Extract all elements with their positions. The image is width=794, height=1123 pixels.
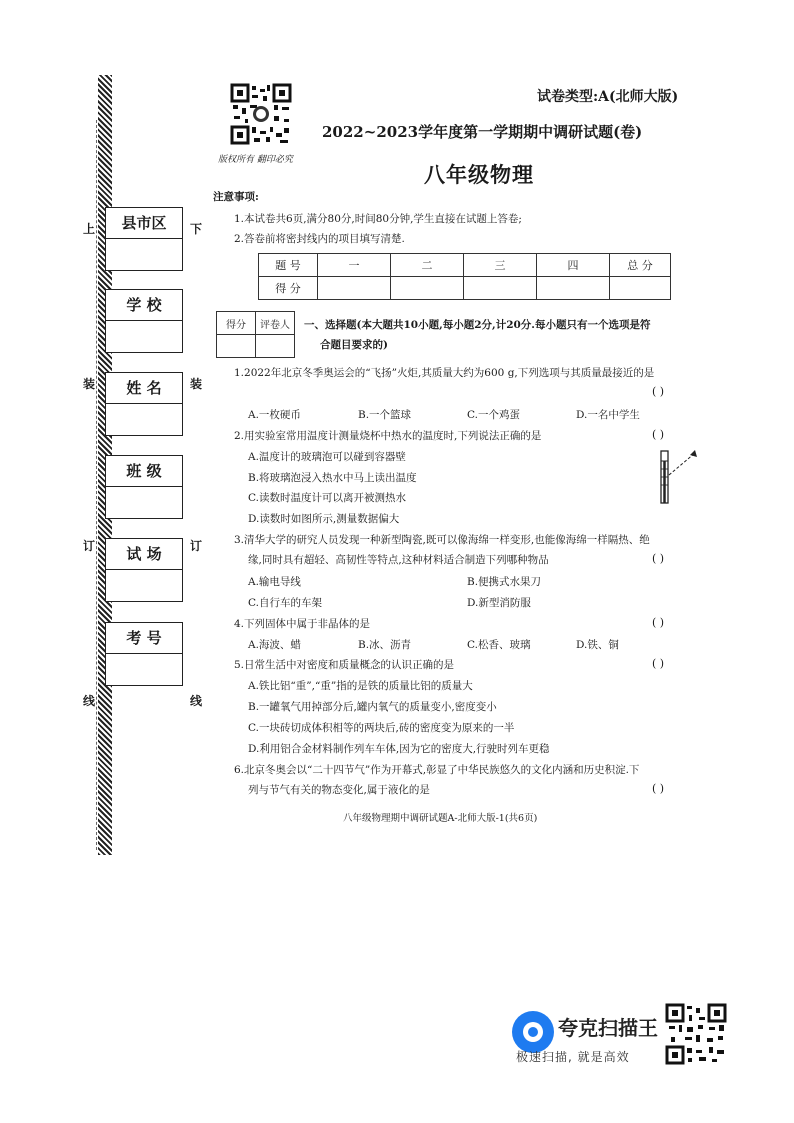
seal-letter-zhuang-left: 装 <box>83 377 96 391</box>
seal-letter-ding-right: 订 <box>190 539 203 553</box>
scanner-brand: 夸克扫描王 <box>558 1016 658 1040</box>
score-row-label: 得 分 <box>259 277 318 300</box>
score-table-header: 总 分 <box>610 254 671 277</box>
answer-blank-q2[interactable]: ( ) <box>652 428 665 441</box>
score-table-header: 四 <box>537 254 610 277</box>
thermometer-figure-icon <box>655 447 701 505</box>
field-county-label: 县市区 <box>106 208 182 239</box>
field-name-label: 姓 名 <box>106 373 182 404</box>
field-exam-room-label: 试 场 <box>106 539 182 570</box>
score-table <box>258 253 671 300</box>
grader-box <box>216 311 295 358</box>
qr-code-icon <box>230 83 292 145</box>
field-county[interactable] <box>105 207 183 271</box>
q3-option-a: A.输电导线 <box>248 576 301 588</box>
field-exam-room[interactable] <box>105 538 183 602</box>
score-table-header: 一 <box>318 254 391 277</box>
field-name[interactable] <box>105 372 183 436</box>
score-cell[interactable] <box>391 277 464 300</box>
question-6-line1: 6.北京冬奥会以“二十四节气”作为开幕式,彰显了中华民族悠久的文化内涵和历史积淀.下 <box>234 764 640 776</box>
answer-blank-q6[interactable]: ( ) <box>652 782 665 795</box>
answer-blank-q1[interactable]: ( ) <box>652 385 665 398</box>
seal-letter-xian-left: 线 <box>83 694 96 708</box>
score-cell[interactable] <box>610 277 671 300</box>
score-table-header: 题 号 <box>259 254 318 277</box>
grader-score-label: 得分 <box>217 312 256 335</box>
score-table-header: 二 <box>391 254 464 277</box>
answer-blank-q5[interactable]: ( ) <box>652 657 665 670</box>
page-title: 2022~2023学年度第一学期期中调研试题(卷) <box>322 123 643 141</box>
q5-option-b: B.一罐氧气用掉部分后,罐内氧气的质量变小,密度变小 <box>248 701 497 713</box>
question-4: 4.下列固体中属于非晶体的是 <box>234 618 371 630</box>
answer-blank-q4[interactable]: ( ) <box>652 616 665 629</box>
copyright-note: 版权所有 翻印必究 <box>218 155 293 165</box>
scanner-logo-icon <box>512 1011 554 1053</box>
q5-option-c: C.一块砖切成体积相等的两块后,砖的密度变为原来的一半 <box>248 722 515 734</box>
field-school[interactable] <box>105 289 183 353</box>
paper-type: 试卷类型:A(北师大版) <box>537 89 679 105</box>
grader-score-cell[interactable] <box>217 335 256 358</box>
question-3-line1: 3.清华大学的研究人员发现一种新型陶瓷,既可以像海绵一样变形,也能像海绵一样隔热、绝 <box>234 534 650 546</box>
field-exam-number-label: 考 号 <box>106 623 182 654</box>
score-cell[interactable] <box>318 277 391 300</box>
question-6-line2: 列与节气有关的物态变化,属于液化的是 <box>248 784 430 796</box>
section1-heading-line1: 一、选择题(本大题共10小题,每小题2分,计20分.每小题只有一个选项是符 <box>304 319 651 331</box>
scanner-slogan: 极速扫描, 就是高效 <box>516 1050 630 1064</box>
subject-title: 八年级物理 <box>424 162 534 187</box>
q3-option-d: D.新型消防服 <box>467 597 531 609</box>
seal-letter-ding-left: 订 <box>83 539 96 553</box>
q2-option-b: B.将玻璃泡浸入热水中马上读出温度 <box>248 472 417 484</box>
seal-letter-xian-right: 线 <box>190 694 203 708</box>
field-class[interactable] <box>105 455 183 519</box>
notice-heading: 注意事项: <box>213 191 259 203</box>
question-3-line2: 缘,同时具有超轻、高韧性等特点,这种材料适合制造下列哪种物品 <box>248 554 549 566</box>
grader-reviewer-label: 评卷人 <box>256 312 295 335</box>
grader-reviewer-cell[interactable] <box>256 335 295 358</box>
q4-option-a: A.海波、蜡 <box>248 639 301 651</box>
q2-option-a: A.温度计的玻璃泡可以碰到容器壁 <box>248 451 406 463</box>
q1-option-d: D.一名中学生 <box>576 409 640 421</box>
section1-heading-line2: 合题目要求的) <box>320 339 388 351</box>
notice-item-1: 1.本试卷共6页,满分80分,时间80分钟,学生直接在试题上答卷; <box>234 213 522 225</box>
question-1: 1.2022年北京冬季奥运会的“飞扬”火炬,其质量大约为600 g,下列选项与其质量最接近的是 <box>234 367 655 379</box>
notice-item-2: 2.答卷前将密封线内的项目填写清楚. <box>234 233 405 245</box>
seal-letter-zhuang-right: 装 <box>190 377 203 391</box>
scanner-qr-code-icon <box>665 1003 727 1065</box>
q4-option-b: B.冰、沥青 <box>358 639 412 651</box>
q1-option-a: A.一枚硬币 <box>248 409 301 421</box>
seal-letter-shang: 上 <box>83 222 96 236</box>
score-cell[interactable] <box>537 277 610 300</box>
q5-option-a: A.铁比铝“重”,“重”指的是铁的质量比铝的质量大 <box>248 680 473 692</box>
field-exam-number[interactable] <box>105 622 183 686</box>
q2-option-d: D.读数时如图所示,测量数据偏大 <box>248 513 400 525</box>
seal-line <box>96 120 97 850</box>
page-footer: 八年级物理期中调研试题A-北师大版-1(共6页) <box>343 813 538 824</box>
q2-option-c: C.读数时温度计可以离开被测热水 <box>248 492 406 504</box>
field-school-label: 学 校 <box>106 290 182 321</box>
q3-option-b: B.便携式水果刀 <box>467 576 542 588</box>
q3-option-c: C.自行车的车架 <box>248 597 322 609</box>
score-cell[interactable] <box>464 277 537 300</box>
answer-blank-q3[interactable]: ( ) <box>652 552 665 565</box>
q4-option-c: C.松香、玻璃 <box>467 639 531 651</box>
q1-option-b: B.一个篮球 <box>358 409 412 421</box>
q1-option-c: C.一个鸡蛋 <box>467 409 520 421</box>
field-class-label: 班 级 <box>106 456 182 487</box>
q4-option-d: D.铁、铜 <box>576 639 619 651</box>
question-5: 5.日常生活中对密度和质量概念的认识正确的是 <box>234 659 455 671</box>
seal-letter-xia: 下 <box>190 222 203 236</box>
question-2: 2.用实验室常用温度计测量烧杯中热水的温度时,下列说法正确的是 <box>234 430 542 442</box>
q5-option-d: D.利用铝合金材料制作列车车体,因为它的密度大,行驶时列车更稳 <box>248 743 550 755</box>
score-table-header: 三 <box>464 254 537 277</box>
